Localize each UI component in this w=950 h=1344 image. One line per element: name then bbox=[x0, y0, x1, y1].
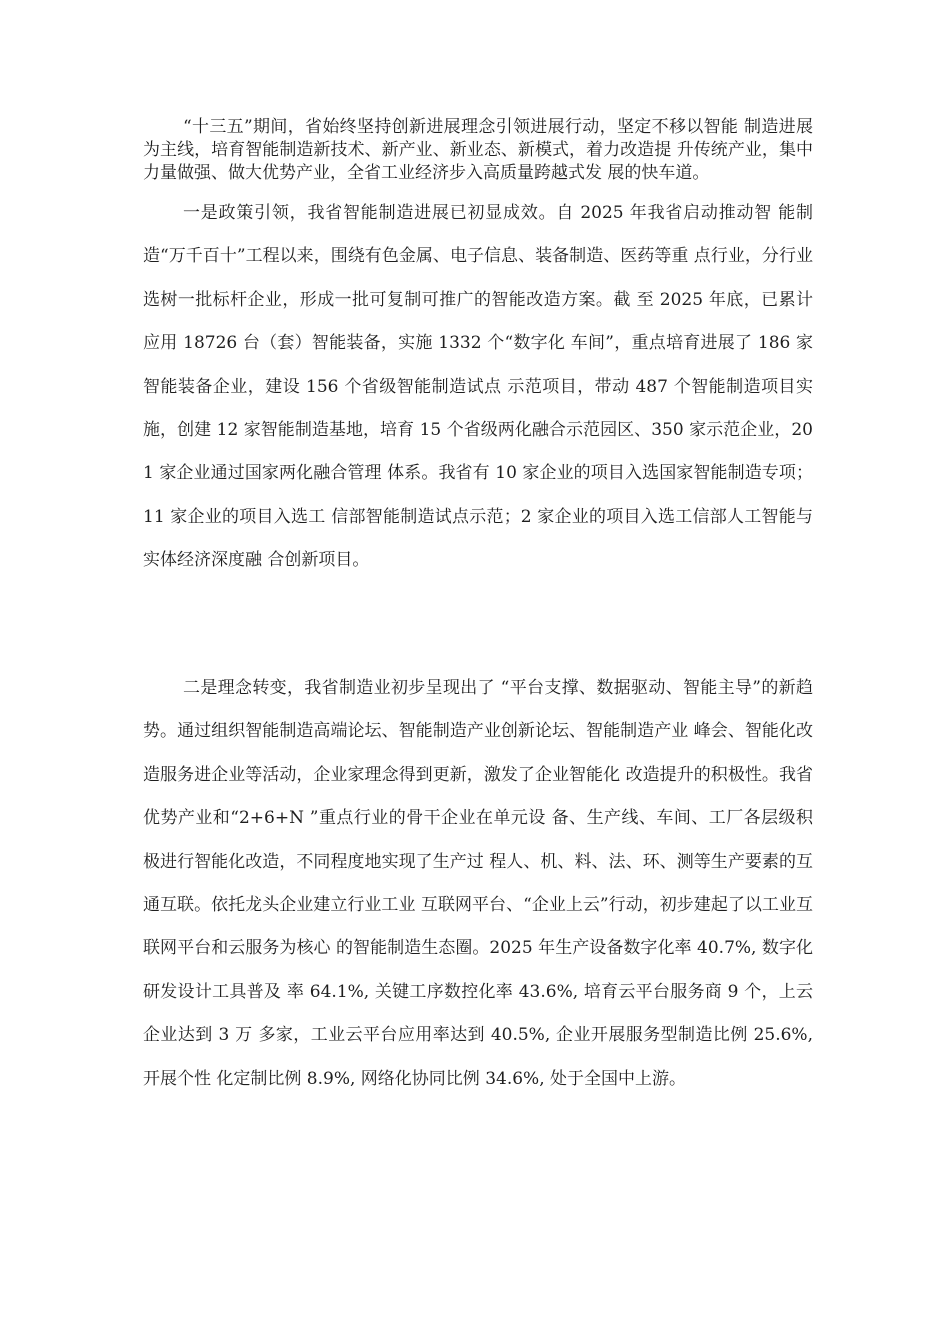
paragraph-concept-shift: 二是理念转变，我省制造业初步呈现出了 “平台支撑、数据驱动、智能主导”的新趋势。通过组织智能制造高端论坛、智能制造产业创新论坛、智能制造产业 峰会、智能化改造服务进企业等活动，企业家理念得到更新，激发了企业智能化 改造提升的积极性。我省优势产业和“2+6+N ”重点行业的骨干企业在单元设 备、生产线、车间、工厂各层级积极进行智能化改造，不同程度地实现了生产过 程人、机、料、法、环、测等生产要素的互通互联。依托龙头企业建立行业工业 互联网平台、“企业上云”行动，初步建起了以工业互联网平台和云服务为核心 的智能制造生态圈。2025 年生产设备数字化率 40.7%, 数字化研发设计工具普及 率 64.1%, 关键工序数控化率 43.6%, 培育云平台服务商 9 个，上云企业达到 3 万 多家，工业云平台应用率达到 40.5%, 企业开展服务型制造比例 25.6%, 开展个性 化定制比例 8.9%, 网络化协同比例 34.6%, 处于全国中上游。 bbox=[143, 678, 813, 1089]
paragraph-intro: “十三五”期间，省始终坚持创新进展理念引领进展行动，坚定不移以智能 制造进展为主线，培育智能制造新技术、新产业、新业态、新模式，着力改造提 升传统产业，集中力量做强、做大优势产业，全省工业经济步入高质量跨越式发 展的快车道。 bbox=[143, 117, 813, 183]
paragraph-policy-guidance: 一是政策引领，我省智能制造进展已初显成效。自 2025 年我省启动推动智 能制造“万千百十”工程以来，围绕有色金属、电子信息、装备制造、医药等重 点行业，分行业选树一批标杆企业，形成一批可复制可推广的智能改造方案。截 至 2025 年底，已累计应用 18726 台（套）智能装备，实施 1332 个“数字化 车间”，重点培育进展了 186 家智能装备企业，建设 156 个省级智能制造试点 示范项目，带动 487 个智能制造项目实施，创建 12 家智能制造基地，培育 15 个省级两化融合示范园区、350 家示范企业，201 家企业通过国家两化融合管理 体系。我省有 10 家企业的项目入选国家智能制造专项；11 家企业的项目入选工 信部智能制造试点示范；2 家企业的项目入选工信部人工智能与实体经济深度融 合创新项目。 bbox=[143, 203, 813, 571]
